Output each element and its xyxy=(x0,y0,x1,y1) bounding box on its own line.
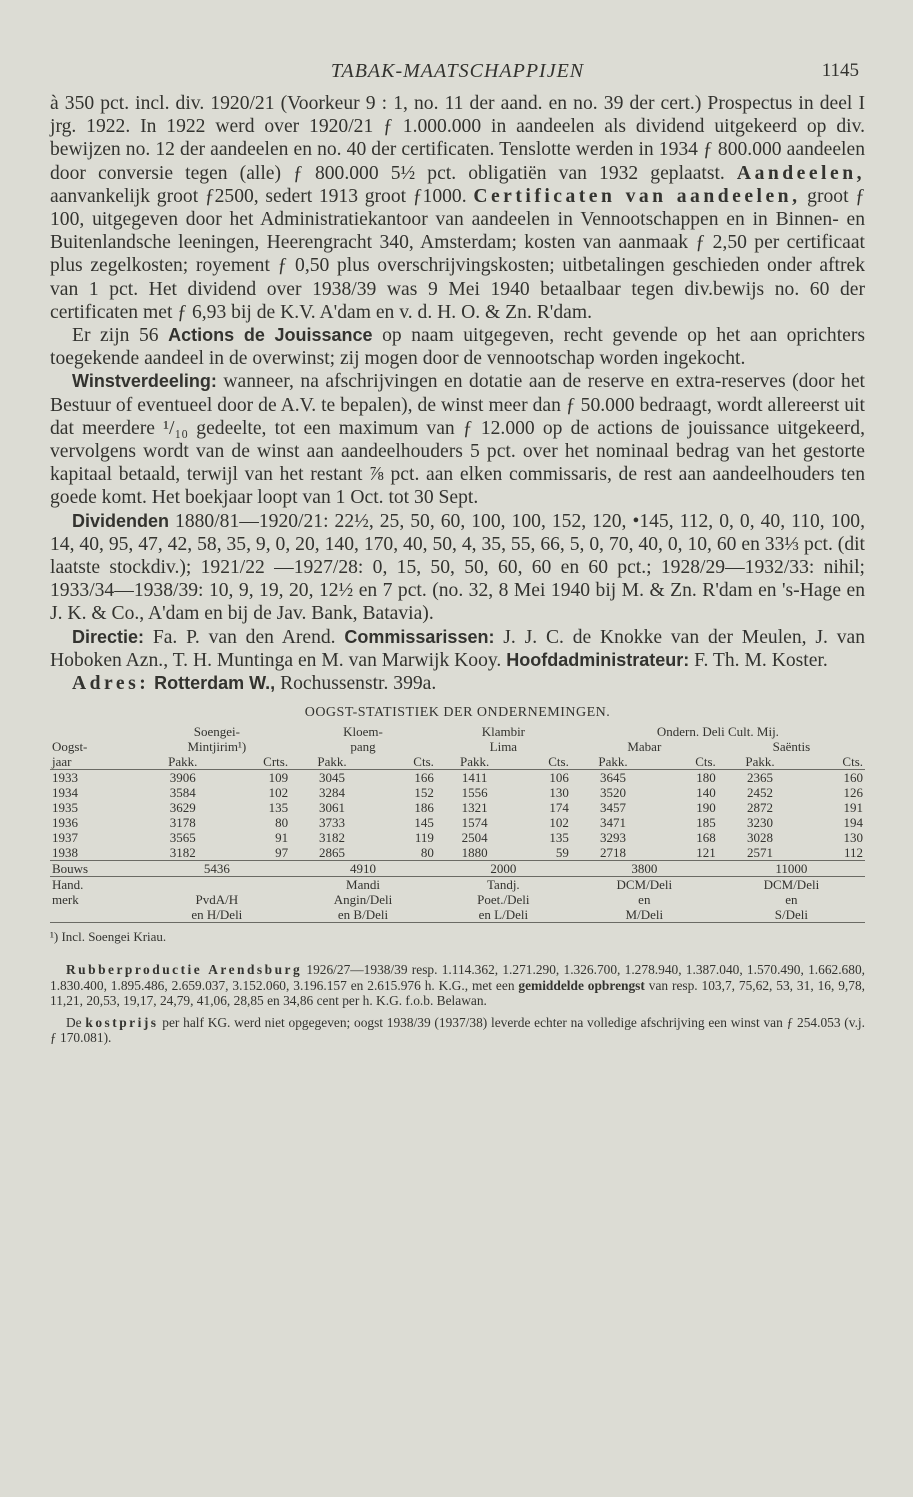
handmerk-value xyxy=(144,877,290,893)
text: F. Th. M. Koster. xyxy=(689,649,828,671)
cts-cell: 130 xyxy=(843,830,863,846)
paragraph-dividenden xyxy=(50,510,865,626)
year-cell: 1933 xyxy=(52,770,78,786)
paragraph-adres xyxy=(50,672,865,695)
handmerk-value: en L/Deli xyxy=(436,907,571,923)
cts-cell: 119 xyxy=(414,830,434,846)
group-header: Klambir xyxy=(481,724,526,740)
bold-term: Winstverdeeling: xyxy=(72,371,217,392)
column-header: Pakk. xyxy=(144,754,222,770)
spaced-heading: kostprijs xyxy=(85,1014,159,1030)
pakk-cell: 3230 xyxy=(747,815,774,831)
row-label: Bouws xyxy=(50,861,144,877)
column-header: jaar xyxy=(50,754,144,770)
pakk-cell: 3906 xyxy=(169,770,196,786)
spaced-heading: Rubberproductie Arendsburg xyxy=(66,962,303,978)
text: per half KG. werd niet opgegeven; oogst 1938/39 (1937/38) leverde echter na volledige afschrijving een winst van ƒ 254.053 (v.j. ƒ 170.081). xyxy=(50,1014,866,1045)
cts-cell: 91 xyxy=(275,830,289,846)
page-number: 1145 xyxy=(821,60,859,81)
pakk-cell: 1574 xyxy=(461,815,488,831)
text: J. J. C. de Knokke van der Meulen, J. van Hoboken Azn., T. H. Muntinga en M. van Marwijk Kooy. xyxy=(50,626,865,671)
statistics-title: OOGST-STATISTIEK DER ONDERNEMINGEN. xyxy=(304,705,611,721)
table-row xyxy=(50,785,865,800)
cts-cell: 97 xyxy=(275,845,289,861)
handmerk-value: Poet./Deli xyxy=(477,892,530,908)
bold-term: Actions de Jouissance xyxy=(168,325,373,346)
harvest-table xyxy=(50,724,865,923)
handmerk-row xyxy=(50,907,865,923)
bouws-value: 4910 xyxy=(290,861,436,877)
cts-cell: 166 xyxy=(414,770,434,786)
pakk-cell: 3629 xyxy=(169,800,196,816)
pakk-cell: 2452 xyxy=(747,785,774,801)
group-header: Mintjirim¹) xyxy=(187,739,247,755)
table-row xyxy=(50,815,865,830)
pakk-cell: 3457 xyxy=(600,800,627,816)
pakk-cell: 3520 xyxy=(600,785,627,801)
pakk-cell: 1556 xyxy=(461,785,488,801)
pakk-cell: 1411 xyxy=(461,770,488,786)
text: Fa. P. van den Arend. xyxy=(144,626,345,648)
year-cell: 1936 xyxy=(52,815,78,831)
paragraph-rubber xyxy=(50,962,865,1008)
pakk-cell: 1880 xyxy=(461,845,488,861)
cts-cell: 130 xyxy=(549,785,569,801)
page-title: TABAK-MAATSCHAPPIJEN xyxy=(330,60,585,82)
bold-term: Directie: xyxy=(72,626,145,647)
table-row xyxy=(50,830,865,845)
cts-cell: 174 xyxy=(549,800,569,816)
paragraph-kostprijs xyxy=(50,1015,865,1046)
group-header: Soengei- xyxy=(193,724,240,740)
bold-term: Rotterdam W., xyxy=(154,673,276,694)
cts-cell: 121 xyxy=(696,845,716,861)
rubber-section xyxy=(50,962,865,1045)
cts-cell: 106 xyxy=(549,770,569,786)
bold-term: Hoofdadministrateur: xyxy=(506,649,690,670)
row-label: merk xyxy=(52,892,79,908)
handmerk-value: PvdA/H xyxy=(195,892,239,908)
handmerk-value: S/Deli xyxy=(718,907,865,923)
handmerk-value: Angin/Deli xyxy=(333,892,393,908)
pakk-cell: 3645 xyxy=(600,770,627,786)
handmerk-row xyxy=(50,877,865,893)
pakk-cell: 2365 xyxy=(747,770,774,786)
cts-cell: 102 xyxy=(268,785,289,801)
group-header: Mabar xyxy=(627,739,662,755)
handmerk-value: DCM/Deli xyxy=(571,877,718,893)
column-header: Crts. xyxy=(222,754,290,770)
column-header: Cts. xyxy=(802,754,865,770)
cts-cell: 112 xyxy=(843,845,863,861)
spaced-heading: Aandeelen, xyxy=(736,162,865,184)
paragraph-winstverdeeling xyxy=(50,370,865,509)
pakk-cell: 2504 xyxy=(461,830,488,846)
text: Er zijn 56 xyxy=(72,325,169,347)
table-header-row xyxy=(50,724,865,739)
bouws-value: 2000 xyxy=(436,861,571,877)
pakk-cell: 2865 xyxy=(318,845,345,861)
cts-cell: 80 xyxy=(275,815,289,831)
year-cell: 1938 xyxy=(52,845,78,861)
spaced-heading: Adres: xyxy=(72,673,150,695)
cts-cell: 194 xyxy=(843,815,863,831)
cts-cell: 168 xyxy=(696,830,716,846)
column-header: Cts. xyxy=(374,754,436,770)
spaced-heading: Certificaten van aandeelen, xyxy=(473,185,801,207)
text: van resp. 103,7, 75,62, 53, 31, 16, 9,78, 11,21, 20,53, 19,17, 24,79, 41,06, 28,85 en 34,86 cent per h. K.G. f.o.b. Belawan. xyxy=(50,977,865,1009)
pakk-cell: 1321 xyxy=(461,800,488,816)
year-cell: 1935 xyxy=(52,800,78,816)
harvest-statistics xyxy=(50,705,865,944)
pakk-cell: 3565 xyxy=(169,830,196,846)
pakk-cell: 3284 xyxy=(318,785,345,801)
cts-cell: 80 xyxy=(420,845,434,861)
year-cell: 1937 xyxy=(52,830,78,846)
pakk-cell: 3178 xyxy=(169,815,196,831)
handmerk-value: Mandi xyxy=(290,877,436,893)
text: groot ƒ 100, uitgegeven door het Administratiekantoor van aandeelen in Vennootschappen en in Binnen- en Buitenlandsche leeningen, Heerengracht 340, Amsterdam; kosten van aanmaak ƒ 2,50 per certificaat plus zegelkosten; royement ƒ 0,50 plus overschrijvingskosten; uitbetalingen geschieden onder aftrek van 1 pct. Het dividend over 1938/39 was 9 Mei 1940 betaalbaar tegen div.bewijs no. 60 der certificaten met ƒ 6,93 bij de K.V. A'dam en v. d. H. O. & Zn. R'dam. xyxy=(50,185,865,323)
cts-cell: 135 xyxy=(549,830,569,846)
handmerk-row xyxy=(50,892,865,907)
year-cell: 1934 xyxy=(52,785,78,801)
group-header: Ondern. Deli Cult. Mij. xyxy=(656,724,779,740)
handmerk-value: en xyxy=(785,892,798,908)
text: wanneer, na afschrijvingen en dotatie aan de reserve en extra-reserves (door het Bestuur of eventueel door de A.V. te bepalen), de winst meer dan ƒ 50.000 bedraagt, wordt allereerst uit dat meerdere ¹/₁₀ gedeelte, tot een maximum van ƒ 12.000 op de actions de jouissance uitgekeerd, vervolgens wordt van de winst aan aandeelhouders 5 pct. over het nominaal bedrag van het gestorte kapitaal betaald, terwijl van het restant ⅞ pct. aan elken commissaris, de rest aan aandeelhouders ten goede komt. Het boekjaar loopt van 1 Oct. tot 30 Sept. xyxy=(50,371,865,509)
row-label: Hand. xyxy=(50,877,144,893)
cts-cell: 152 xyxy=(414,785,434,801)
bouws-value: 11000 xyxy=(718,861,865,877)
handmerk-value: Tandj. xyxy=(436,877,571,893)
table-footnote: ¹) Incl. Soengei Kriau. xyxy=(50,929,167,945)
group-header: pang xyxy=(350,739,376,755)
paragraph-actions xyxy=(50,324,865,370)
column-header: Oogst- xyxy=(52,739,88,755)
text: op naam uitgegeven, recht gevende op het aan oprichters toegekende aandeel in de overwinst; zij mogen door de vennootschap worden ingekocht. xyxy=(50,325,865,370)
text: à 350 pct. incl. div. 1920/21 (Voorkeur 9 : 1, no. 11 der aand. en no. 39 der cert.) Prospectus in deel I jrg. 1922. In 1922 werd over 1920/21 ƒ 1.000.000 in aandeelen als dividend uitgekeerd op div. bewijzen no. 12 der aandeelen en no. 40 der certificaten. Tenslotte werden in 1934 ƒ 800.000 aandeelen door conversie tegen (alle) ƒ 800.000 5½ pct. obligatiën van 1932 geplaatst. xyxy=(50,93,865,184)
pakk-cell: 3182 xyxy=(318,830,345,846)
column-header: Cts. xyxy=(655,754,718,770)
handmerk-value: en H/Deli xyxy=(144,907,290,923)
text: De xyxy=(66,1014,86,1030)
pakk-cell: 2718 xyxy=(600,845,627,861)
cts-cell: 190 xyxy=(696,800,716,816)
paragraph-shares xyxy=(50,92,865,324)
column-header: Cts. xyxy=(513,754,570,770)
cts-cell: 145 xyxy=(414,815,434,831)
bouws-row xyxy=(50,861,865,877)
paragraph-directie xyxy=(50,626,865,672)
bouws-value: 5436 xyxy=(144,861,290,877)
pakk-cell: 3045 xyxy=(318,770,345,786)
column-header: Pakk. xyxy=(436,754,514,770)
pakk-cell: 3471 xyxy=(600,815,627,831)
handmerk-value: en xyxy=(638,892,651,908)
group-header: Kloem- xyxy=(343,724,383,740)
pakk-cell: 3182 xyxy=(169,845,196,861)
cts-cell: 186 xyxy=(414,800,434,816)
table-row xyxy=(50,770,865,786)
cts-cell: 185 xyxy=(696,815,716,831)
pakk-cell: 3293 xyxy=(600,830,627,846)
handmerk-value: M/Deli xyxy=(571,907,718,923)
column-header: Pakk. xyxy=(571,754,655,770)
handmerk-value: DCM/Deli xyxy=(718,877,865,893)
text: aanvankelijk groot ƒ2500, sedert 1913 groot ƒ1000. xyxy=(50,185,474,207)
table-row xyxy=(50,800,865,815)
bold-term: gemiddelde opbrengst xyxy=(518,977,645,993)
cts-cell: 140 xyxy=(696,785,716,801)
cts-cell: 160 xyxy=(843,770,863,786)
pakk-cell: 2872 xyxy=(747,800,774,816)
column-header: Pakk. xyxy=(290,754,374,770)
pakk-cell: 3028 xyxy=(747,830,774,846)
text: 1880/81—1920/21: 22½, 25, 50, 60, 100, 100, 152, 120, •145, 112, 0, 0, 40, 110, 100, 14, 40, 95, 47, 42, 58, 35, 9, 0, 20, 140, 170, 40, 50, 4, 35, 55, 66, 5, 0, 70, 40, 0, 10, 60 en 33⅓ pct. (dit laatste stockdiv.); 1921/22 —1927/28: 0, 15, 50, 50, 60, 60 en 60 pct.; 1928/29—1932/33: nihil; 1933/34—1938/39: 10, 9, 19, 20, 12½ en 7 pct. (no. 32, 8 Mei 1940 bij M. & Zn. R'dam en 's-Hage en J. K. & Co., A'dam en bij de Jav. Bank, Batavia). xyxy=(50,510,865,625)
pakk-cell: 3584 xyxy=(169,785,196,801)
text: Rochussenstr. 399a. xyxy=(275,673,437,695)
handmerk-value: en B/Deli xyxy=(290,907,436,923)
bold-term: Commissarissen: xyxy=(344,626,495,647)
bouws-value: 3800 xyxy=(571,861,718,877)
cts-cell: 102 xyxy=(549,815,569,831)
column-header: Pakk. xyxy=(718,754,802,770)
cts-cell: 59 xyxy=(555,845,569,861)
running-header xyxy=(50,60,865,92)
pakk-cell: 3061 xyxy=(318,800,345,816)
group-header: Lima xyxy=(489,739,518,755)
group-header: Saëntis xyxy=(772,739,811,755)
cts-cell: 191 xyxy=(843,800,863,816)
cts-cell: 135 xyxy=(268,800,289,816)
pakk-cell: 2571 xyxy=(747,845,774,861)
table-header-row xyxy=(50,754,865,770)
main-text xyxy=(50,92,865,695)
table-body xyxy=(50,770,865,861)
bold-term: Dividenden xyxy=(72,510,170,531)
pakk-cell: 3733 xyxy=(318,815,345,831)
table-row xyxy=(50,845,865,861)
cts-cell: 180 xyxy=(696,770,716,786)
cts-cell: 109 xyxy=(268,770,289,786)
text: 1926/27—1938/39 resp. 1.114.362, 1.271.290, 1.326.700, 1.278.940, 1.387.040, 1.570.490, 1.662.680, 1.830.400, 1.895.486, 2.659.037, 3.152.060, 3.196.157 en 2.615.976 h. K.G., met een xyxy=(50,962,865,993)
table-header-row xyxy=(50,739,865,754)
cts-cell: 126 xyxy=(843,785,863,801)
